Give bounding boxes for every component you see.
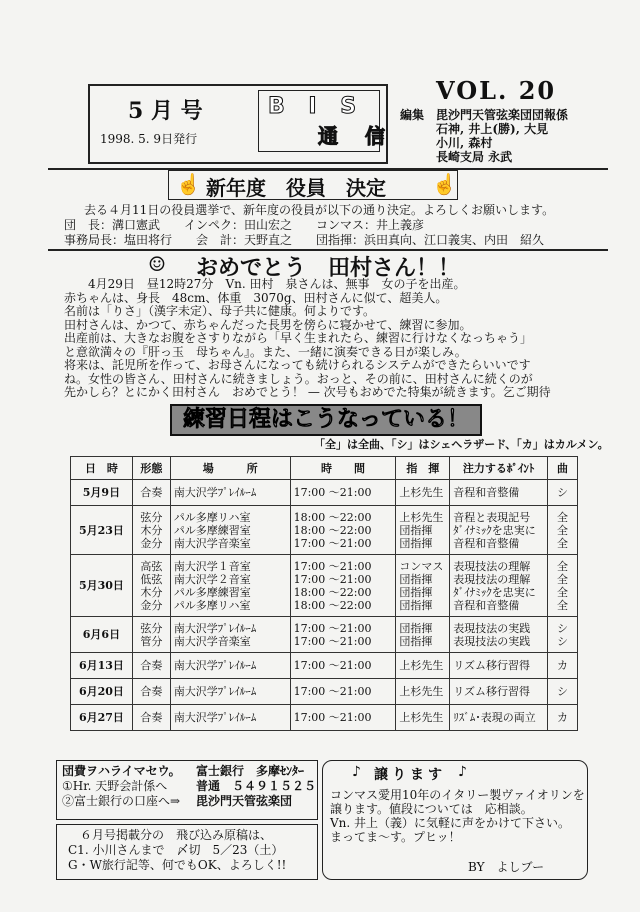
place-value: 南大沢学音楽室 [173,634,251,648]
month-issue: 5 月 号 [128,98,203,124]
logo-tsushin: 通 信 [318,124,395,148]
time-value: 17:00 ～21:00 [293,621,372,635]
submit-line2: C1. 小川さんまで 〆切 5／23（土） [68,843,284,857]
conductor-cell [396,480,450,506]
bank-account: 普通 ５４９１５２５ [196,779,317,793]
focus-value: ﾘｽﾞﾑ･表現の両立 [453,711,536,724]
piece-cell [548,555,578,617]
time-value: 18:00 ～22:00 [293,523,372,537]
piece-value: シ [557,621,568,635]
focus-cell [450,653,548,679]
col-form: 形態 [132,457,170,480]
focus-value: ﾀﾞｲﾅﾐｯｸを忠実に [453,523,536,537]
time-cell [290,705,396,731]
editor-line: 毘沙門天管弦楽団団報係 [436,108,569,122]
col-time: 時 間 [290,457,396,480]
conductor-value: 団指揮 [399,536,433,550]
schedule-legend: 「全」は全曲、「シ」はシェヘラザード、「カ」はカルメン。 [314,438,609,451]
conductor-value: コンマス [399,559,444,573]
place-value: 南大沢学ﾌﾟﾚｲﾙｰﾑ [173,486,257,499]
time-value: 17:00 ～21:00 [293,711,372,724]
conductor-value: 上杉先生 [399,510,444,524]
focus-cell [450,480,548,506]
time-value: 17:00 ～21:00 [293,634,372,648]
form-cell [132,705,170,731]
form-value: 管分 [140,634,163,648]
congrats-line: 先かしら？とにかく田村さん おめでとう！ — 次号もおめでた特集が続きます。乞ご期待 [64,385,551,399]
form-value: 木分 [140,585,163,599]
piece-value: 全 [557,559,568,573]
editors-list [436,108,568,164]
focus-value: 表現技法の実践 [453,621,531,635]
place-cell [170,705,290,731]
focus-value: 表現技法の理解 [453,572,531,586]
give-line: 譲ります。値段については 応相談。 [330,802,533,816]
congrats-line: 田村さんは、かつて、赤ちゃんだった長男を傍らに寝かせて、練習に参加。 [64,317,472,332]
piece-cell [548,480,578,506]
place-cell [170,555,290,617]
congrats-line: 赤ちゃんは、身長 48cm、体重 3070g、田村さんに似て、超美人。 [64,290,448,305]
focus-cell [450,555,548,617]
note-icon-right: ♪ [458,764,467,780]
time-value: 18:00 ～22:00 [293,585,372,599]
place-value: 南大沢学ﾌﾟﾚｲﾙｰﾑ [173,659,257,672]
conductor-value: 上杉先生 [399,711,444,724]
schedule-row [71,679,578,705]
piece-value: 全 [557,523,568,537]
logo-bis: B I S [268,94,365,119]
bank-holder: 毘沙門天管弦楽団 [196,794,293,808]
date-cell: 5月9日 [71,480,133,506]
place-cell [170,653,290,679]
focus-value: 表現技法の理解 [453,559,531,573]
conductor-value: 上杉先生 [399,685,444,698]
form-value: 高弦 [140,559,163,573]
bank-name: 富士銀行 多摩ｾﾝﾀｰ [196,764,305,778]
focus-value: ﾀﾞｲﾅﾐｯｸを忠実に [453,585,536,599]
form-cell [132,555,170,617]
place-cell [170,506,290,555]
date-cell: 6月13日 [71,653,133,679]
focus-value: 音程と表現記号 [453,510,531,524]
focus-cell [450,617,548,653]
conductor-value: 団指揮 [399,634,433,648]
piece-value: 全 [557,585,568,599]
officers-title: 新年度 役員 決定 [206,176,386,200]
fees-option-1: ①Hr. 天野会計係へ [62,779,168,793]
time-cell [290,555,396,617]
time-cell [290,679,396,705]
schedule-header-row [71,457,578,480]
schedule-row [71,555,578,617]
schedule-row [71,617,578,653]
piece-value: カ [557,711,568,724]
officers-line2: 事務局長：塩田将行 会 計：天野直之 団指揮：浜田真向、江口義実、内田 紹久 [64,233,545,247]
editors-label: 編集 [400,108,425,122]
place-value: 南大沢学ﾌﾟﾚｲﾙｰﾑ [173,711,257,724]
form-value: 弦分 [140,621,163,635]
congrats-line: ね。女性の皆さん、田村さんに続きましょう。おっと、その前に、田村さんに続くのが [64,371,533,386]
col-date: 日 時 [71,457,133,480]
piece-value: シ [557,685,568,698]
place-cell [170,679,290,705]
time-cell [290,617,396,653]
form-cell [132,480,170,506]
place-value: 南大沢学ﾌﾟﾚｲﾙｰﾑ [173,685,257,698]
place-cell [170,480,290,506]
officers-line1: 団 長：溝口憲武 インペク：田山宏之 コンマス：井上義彦 [64,218,425,232]
col-focus: 注力するﾎﾟｲﾝﾄ [450,457,548,480]
focus-value: 音程和音整備 [453,486,520,499]
schedule-row [71,506,578,555]
piece-cell [548,653,578,679]
piece-value: シ [557,486,568,499]
place-value: 南大沢学ﾌﾟﾚｲﾙｰﾑ [173,621,257,635]
congrats-line: 名前は「りさ」（漢字未定）、母子共に健康。何よりです。 [64,304,376,318]
form-value: 合奏 [140,486,163,499]
give-line: コンマス愛用10年のイタリー製ヴァイオリンを [330,788,585,802]
submit-line3: G・W旅行記等、何でもOK、よろしく!! [68,858,287,872]
form-value: 合奏 [140,685,163,698]
schedule-row [71,653,578,679]
piece-value: 全 [557,510,568,524]
conductor-cell [396,506,450,555]
volume-number: VOL. 20 [436,76,557,105]
piece-cell [548,705,578,731]
form-cell [132,679,170,705]
time-cell [290,653,396,679]
issue-date: 1998. 5. 9日発行 [100,132,198,146]
focus-value: 音程和音整備 [453,598,520,612]
conductor-value: 団指揮 [399,523,433,537]
give-line: まってま～す。プヒッ！ [330,830,461,844]
conductor-cell [396,617,450,653]
submit-line1: ６月号掲載分の 飛び込み原稿は、 [80,828,273,842]
time-value: 17:00 ～21:00 [293,659,372,672]
conductor-cell [396,705,450,731]
place-value: パル多摩リハ室 [173,510,251,524]
conductor-value: 上杉先生 [399,659,444,672]
form-value: 合奏 [140,711,163,724]
focus-cell [450,705,548,731]
smiley-icon: ☺ [148,252,166,276]
time-value: 17:00 ～21:00 [293,536,372,550]
give-title: 譲ります [374,767,446,783]
congrats-line: 4月29日 昼12時27分 Vn. 田村 泉さんは、無事 女の子を出産。 [88,277,466,291]
conductor-cell [396,679,450,705]
date-cell: 6月6日 [71,617,133,653]
place-value: 南大沢学音楽室 [173,536,251,550]
focus-value: リズム移行習得 [453,685,531,698]
date-cell: 6月27日 [71,705,133,731]
col-place: 場 所 [170,457,290,480]
focus-value: 表現技法の実践 [453,634,531,648]
piece-value: 全 [557,536,568,550]
date-cell: 5月23日 [71,506,133,555]
congrats-line: と意欲満々の『肝っ玉 母ちゃん』。また、一緒に演奏できる日が楽しみ。 [64,344,467,359]
form-value: 合奏 [140,659,163,672]
place-value: パル多摩練習室 [173,523,251,537]
form-value: 木分 [140,523,163,537]
give-signature: BY よしブー [468,860,545,874]
editor-line: 小川, 森村 [436,136,493,150]
time-value: 17:00 ～21:00 [293,559,372,573]
col-conductor: 指 揮 [396,457,450,480]
conductor-cell [396,555,450,617]
focus-value: 音程和音整備 [453,536,520,550]
focus-cell [450,679,548,705]
date-cell: 6月20日 [71,679,133,705]
fees-title: 団費ヲハライマセウ。 [62,764,181,778]
conductor-value: 団指揮 [399,598,433,612]
form-value: 金分 [140,536,163,550]
congrats-line: 出産前は、大きなお腹をさすりながら「早く生まれたら、練習に行けなくなっちゃう」 [64,331,533,345]
place-value: 南大沢学１音室 [173,559,251,573]
time-value: 17:00 ～21:00 [293,486,372,499]
piece-cell [548,617,578,653]
give-line: Vn. 井上（義）に気軽に声をかけて下さい。 [330,816,571,830]
form-cell [132,653,170,679]
form-value: 金分 [140,598,163,612]
hand-icon-left: ☝ [176,172,201,196]
place-cell [170,617,290,653]
time-value: 17:00 ～21:00 [293,685,372,698]
conductor-value: 団指揮 [399,585,433,599]
place-value: 南大沢学２音室 [173,572,251,586]
time-cell [290,480,396,506]
hand-icon-right: ☝ [432,172,457,196]
conductor-value: 上杉先生 [399,486,444,499]
conductor-value: 団指揮 [399,572,433,586]
time-value: 18:00 ～22:00 [293,598,372,612]
note-icon-left: ♪ [352,764,361,780]
time-value: 18:00 ～22:00 [293,510,372,524]
congrats-title: おめでとう 田村さん！！ [196,255,461,281]
piece-value: カ [557,659,568,672]
congrats-body [64,278,624,400]
focus-cell [450,506,548,555]
piece-cell [548,679,578,705]
schedule-table [70,456,578,731]
place-value: パル多摩リハ室 [173,598,251,612]
focus-value: リズム移行習得 [453,659,531,672]
date-cell: 5月30日 [71,555,133,617]
col-piece: 曲 [548,457,578,480]
conductor-cell [396,653,450,679]
time-value: 17:00 ～21:00 [293,572,372,586]
piece-value: シ [557,634,568,648]
schedule-row [71,705,578,731]
form-cell [132,617,170,653]
fees-option-2: ②富士銀行の口座へ⇒ [62,794,181,808]
schedule-title: 練習日程はこうなっている！ [170,404,482,436]
conductor-value: 団指揮 [399,621,433,635]
form-cell [132,506,170,555]
piece-value: 全 [557,598,568,612]
piece-value: 全 [557,572,568,586]
piece-cell [548,506,578,555]
time-cell [290,506,396,555]
schedule-row [71,480,578,506]
give-body [330,788,585,844]
editor-line: 石神, 井上(勝), 大見 [436,122,549,136]
form-value: 低弦 [140,572,163,586]
form-value: 弦分 [140,510,163,524]
place-value: パル多摩練習室 [173,585,251,599]
congrats-line: 将来は、託児所を作って、お母さんになっても続けられるシステムができたらいいです [64,358,531,372]
editor-line: 長崎支局 永武 [436,150,513,164]
officers-intro: 去る４月11日の役員選挙で、新年度の役員が以下の通り決定。よろしくお願いします。 [84,203,555,217]
